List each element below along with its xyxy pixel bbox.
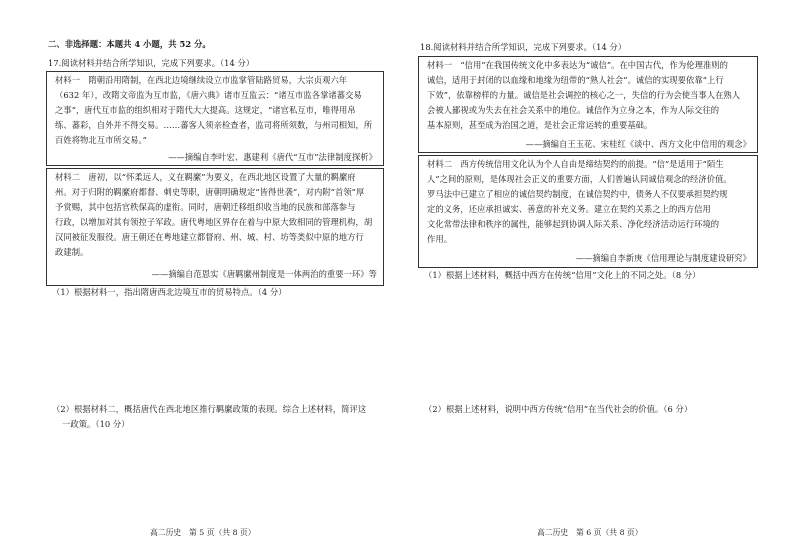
question-17-stem: 17.阅读材料并结合所学知识，完成下列要求。（14 分）: [48, 58, 255, 68]
q17-subquestion-2-line-2: 一政策。（10 分）: [62, 419, 130, 429]
q18-material2-line-6: 作用。: [427, 234, 453, 244]
material-box-q18-1: [418, 56, 758, 153]
q18-subquestion-1: （1）根据上述材料，概括中西方在传统“信用”文化上的不同之处。（8 分）: [424, 270, 701, 280]
q17-material2-line-1: 材料二 唐初，以“怀柔远人，义在羁縻”为要义，在西北地区设置了大量的羁縻府: [55, 172, 356, 182]
material-box-q18-2: [418, 155, 758, 268]
q18-subquestion-2: （2）根据上述材料，说明中西方传统“信用”在当代社会的价值。（6 分）: [424, 404, 693, 414]
q18-material1-line-3: 下效”，依靠榜样的力量。诚信是社会调控的核心之一，失信的行为会使当事人在熟人: [427, 90, 741, 100]
q17-material1-line-4: 练、蕃彩，自外并不得交易。……蕃客人须亲检查者，监司将所须数，与州司相知，所: [55, 120, 373, 130]
page-footer-right: 高二历史 第 6 页（共 8 页）: [537, 528, 643, 537]
q18-material1-line-4: 会被人鄙视或为失去在社会关系中的地位。诚信作为立身之本，作为人际交往的: [427, 105, 720, 115]
q17-material1-line-2: （632 年），改隋文帝监为互市监，《唐六典》诸市互监云：“诸互市监各掌诸蕃交易: [55, 90, 362, 100]
q17-subquestion-2-line-1: （2）根据材料二，概括唐代在西北地区推行羁縻政策的表现。综合上述材料，简评这: [52, 404, 367, 414]
q18-material1-line-2: 诚信，适用于封闭的以血缘和地缘为纽带的“熟人社会”。诚信的实现要依靠“上行: [427, 75, 724, 85]
material-box-q17-2: [46, 168, 384, 286]
q18-material2-line-3: 罗马法中已建立了相应的诚信契约制度，在诚信契约中，债务人不仅要承担契约规: [427, 189, 728, 199]
q18-material1-line-1: 材料一 “信用”在我国传统文化中多表达为“诚信”。在中国古代，作为伦理准则的: [427, 60, 728, 70]
q17-subquestion-1: （1）根据材料一，指出隋唐西北边境互市的贸易特点。（4 分）: [52, 287, 287, 297]
q17-material1-line-1: 材料一 隋朝沿用隋制，在西北边境继续设立市监掌管陆路贸易，大宗贞观六年: [55, 75, 348, 85]
q18-material1-line-5: 基本原则，甚至成为治国之道，是社会正常运转的重要基础。: [427, 120, 653, 130]
q17-material2-line-3: 予赏赐，其中包括官秩保高的虚衔。同时，唐朝迁移组织收当地的民族和部落参与: [55, 202, 356, 212]
q18-material2-line-2: 人”之间的原则，是体现社会正义的重要方面，人们普遍认同诚信观念的经济价值。: [427, 174, 732, 184]
q18-material1-source: ——摘编自王玉花、宋桂红《谈中、西方文化中信用的观念》: [525, 139, 751, 149]
q18-material2-line-4: 定的义务，还应承担诚实、善意的补充义务。建立在契约关系之上的西方信用: [427, 204, 711, 214]
q18-material2-source: ——摘编自李新庚《信用理论与制度建设研究》: [575, 253, 751, 263]
question-18-stem: 18.阅读材料并结合所学知识，完成下列要求。（14 分）: [420, 42, 627, 52]
q17-material2-line-2: 州。对于归附的羁縻府都督、刺史等职，唐朝明确规定“皆得世袭”，对内附“首领”厚: [55, 187, 365, 197]
q17-material2-line-4: 行政，以增加对其有领控子军政。唐代粤地区界存在着与中原大致相同的管理机构，胡: [55, 217, 373, 227]
q18-material2-line-1: 材料二 西方传统信用文化认为个人自由是缔结契约的前提。“信”是适用于“陌生: [427, 159, 724, 169]
material-box-q17-1: [46, 71, 384, 166]
q17-material2-source: ——摘编自范恩实《唐羁縻州制度是一体两治的重要一环》等: [151, 269, 377, 279]
q17-material1-source: ——摘编自李叶宏、惠建利《唐代“互市”法律制度探析》: [168, 152, 377, 162]
q18-material2-line-5: 文化常带法律和秩序的属性，能够起到协调人际关系、净化经济活动运行环境的: [427, 219, 720, 229]
section-heading: 二、非选择题：本题共 4 小题，共 52 分。: [48, 39, 211, 49]
exam-page-right: [397, 0, 794, 550]
q17-material2-line-6: 政建制。: [55, 247, 89, 257]
q17-material2-line-5: 汉同被征发服役。唐王朝还在粤地建立都督府、州、城、村、坊等类似中原的地方行: [55, 232, 364, 242]
q17-material1-line-5: 百姓将物北互市所交易。”: [55, 135, 147, 145]
q17-material1-line-3: 之事”，唐代互市监的组织相对于隋代大大提高。这规定，“诸官私互市，唯得用帛: [55, 105, 356, 115]
page-footer-left: 高二历史 第 5 页（共 8 页）: [150, 528, 256, 537]
